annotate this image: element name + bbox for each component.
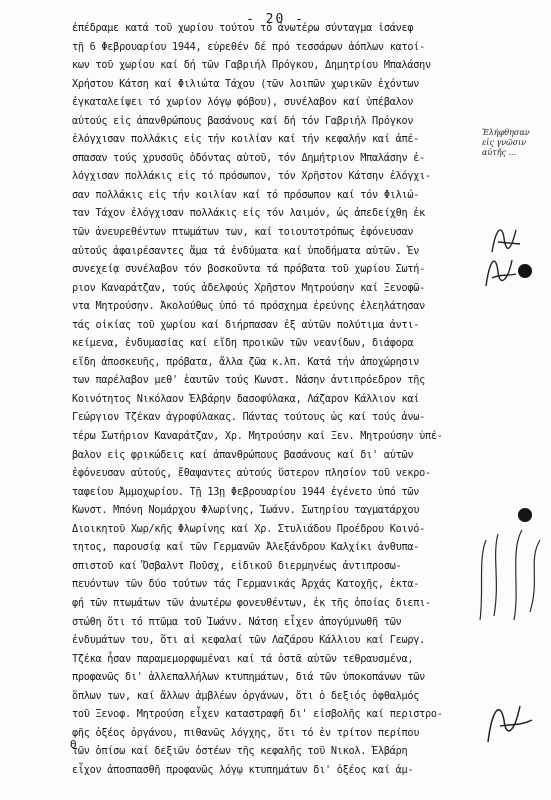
text-line: ἐφόνευσαν αὐτούς, ἔθαψαντες αὐτούς ὕστερον πλησίον τοῦ νεκρο- [72,468,431,480]
text-line: Κοινότητος Νικόλαον Ἐλβάρην δασοφύλακα, Λάζαρον Κάλλιον καί [72,393,420,405]
text-line: τάς οἰκίας τοῦ χωρίου καί διήρπασαν ἐξ αὐτῶν πολύτιμα ἀντι- [72,319,420,331]
text-line: τῇ 6 Φεβρουαρίου 1944, εὐρεθέν δέ πρό τεσσάρων ἀόπλων κατοί- [72,41,426,53]
text-line: ἐλόγχισαν πολλάκις εἰς τήν κοιλίαν καί τήν κεφαλήν καί ἀπέ- [72,134,420,146]
text-line: σπιστοῦ καί Ὄσβαλντ Ποῦσχ, εἰδικοῦ διερμηνέως ἀντιπροσω- [72,560,402,572]
text-line: ταφείου Ἀμμοχωρίου. Τῇ 13ῃ Φεβρουαρίου 1944 ἐγένετο ὑπό τῶν [72,486,420,498]
text-line: Διοικητοῦ Χωρ/κῆς Φλωρίνης καί Χρ. Στυλιάδου Προέδρου Κοινό- [72,523,426,535]
page-number: - 20 - [246,12,305,27]
text-line: τῶν ὀπίσω καί δεξιῶν ὀστέων τῆς κεφαλῆς τοῦ Νικολ. Ἐλβάρη [72,746,408,758]
text-line: τῶν ἀνευρεθέντων πτωμάτων των, καί τοιουτοτρόπως ἐφόνευσαν [72,227,414,239]
text-line: Χρήστου Κάτση καί Φιλιώτα Τάχου (τῶν λοιπῶν χωρικῶν ἐχόντων [72,78,420,90]
text-line: τέρω Σωτήριον Καναράτζαν, Χρ. Μητρούσην καί Ξεν. Μητρούσην ὑπέ- [72,431,443,443]
text-line: εἴδη ἀποσκευῆς, πρόβατα, ἄλλα ζῶα κ.λπ. Κατά τήν ἀποχώρησιν [72,356,420,368]
text-line: στώθη ὅτι τό πτῶμα τοῦ Ἰωάνν. Νάτση εἶχεν ἀπογύμνωθῆ τῶν [72,616,402,628]
handwritten-signature [478,250,522,294]
text-line: Γεώργιον Τζέκαν ἀγροφύλακας. Πάντας τούτους ὡς καί τούς ἀνω- [72,412,426,424]
text-line: ἐνδυμάτων του, ὅτι αἱ κεφαλαί τῶν Λαζάρου Κάλλιου καί Γεωργ. [72,635,426,647]
text-line: ἐπέδραμε κατά τοῦ χωρίου τούτου τό ἀνωτέρω σύνταγμα ἰσάνεφ [72,23,414,34]
handwritten-signature [480,690,540,750]
text-line: λόγχισαν πολλάκις εἰς τό πρόσωπον, τόν Χρῆστον Κάτσην ἐλόγχι- [72,171,431,183]
text-line: εἶχον ἀποσπασθῆ προφανῶς λόγῳ κτυπημάτων δι' ὀξέος καί ἀμ- [72,764,414,776]
text-line: κων τοῦ χωρίου καί δή τῶν Γαβριήλ Πρόγκου, Δημητρίου Μπαλάσην [72,60,431,72]
text-line: αὐτούς ἀφαιρέσαντες ἅμα τά ἐνδύματα καί ὑποδήματα αὐτῶν. Ἐν [72,245,420,257]
text-line: των παρέλαβον μεθ' ἑαυτῶν τούς Κωνστ. Νάσην ἀντιπρόεδρον τῆς [72,375,426,387]
handwritten-margin-note: Ἐλήφθησαν εἰς γνῶσιν αὐτῆς ... [482,128,530,157]
text-line: ντα Μητρούσην. Ἀκολούθως ὑπό τό πρόσχημα ἐρεύνης ἐλεηλάτησαν [72,301,426,313]
text-line: τοῦ Ξενοφ. Μητρούση εἶχεν καταστραφῆ δι' εἰσβολῆς καί περιστρο- [72,709,443,721]
bottom-mark: Θ [70,738,77,751]
text-line: προφανῶς δι' ἀλλεπαλλήλων κτυπημάτων, διά τῶν ὑποκοπάνων τῶν [72,672,426,684]
text-line: κείμενα, ἐνδυμασίας καί εἴδη προικῶν τῶν νεανίδων, διάφορα [72,338,414,350]
text-line: σπασαν τούς χρυσοῦς ὀδόντας αὐτοῦ, τόν Δημήτριον Μπαλάσην ἐ- [72,152,426,164]
text-line: ταν Τάχον ἐλόγχισαν πολλάκις εἰς τόν λαιμόν, ὡς ἀπεδείχθη ἐκ [72,208,426,220]
text-line: πευόντων τῶν δύο τούτων τάς Γερμανικάς Ἀρχάς Κατοχῆς, ἐκτα- [72,579,420,591]
body-text [72,20,470,780]
text-line: συνεχείᾳ συνέλαβον τόν βοσκοῦντα τά πρόβατα τοῦ χωρίου Σωτή- [72,264,426,276]
text-line: βαλον εἰς φρικώδεις καί ἀπανθρώπους βασάνους καί δι' αὐτῶν [72,449,414,461]
text-line: αὐτούς εἰς ἀπανθρώπους βασάνους καί δή τόν Γαβριήλ Πρόγκον [72,115,414,127]
text-line: Κωνστ. Μπόνη Νομάρχου Φλωρίνης, Ἰωάνν. Σωτηρίου ταγματάρχου [72,505,420,517]
text-line: Τζέκα ἦσαν παραμεμορφωμέναι καί τά ὀστᾶ αὐτῶν τεθραυσμένα, [72,653,414,665]
text-line: ὅπλων των, καί ἄλλων ἀμβλέων ὀργάνων, ὅτι ὁ δεξιός ὀφθαλμός [72,690,420,702]
handwritten-signature [470,520,550,630]
text-line: ριον Καναράτζαν, τούς ἀδελφούς Χρῆστον Μητρούσην καί Ξενοφῶ- [72,282,426,294]
text-line: φή τῶν πτωμάτων τῶν ἀνωτέρω φονευθέντων, ἐκ τῆς ὁποίας διεπι- [72,597,431,609]
text-line: τητος, παρουσίᾳ καί τῶν Γερμανῶν Ἀλεξάνδρου Καλχίκι ἀνθυπα- [72,542,420,554]
text-line: ἐγκαταλείψει τό χωρίον λόγῳ φόβου), συνέλαβον καί ὑπέβαλον [72,97,414,109]
text-line: φῆς ὀξέος ὀργάνου, πιθανῶς λόγχης, ὅτι τό ἐν τρίτον περίπου [72,727,420,739]
text-line: σαν πολλάκις εἰς τήν κοιλίαν καί τό πρόσωπον καί τόν Φιλιώ- [72,189,420,201]
